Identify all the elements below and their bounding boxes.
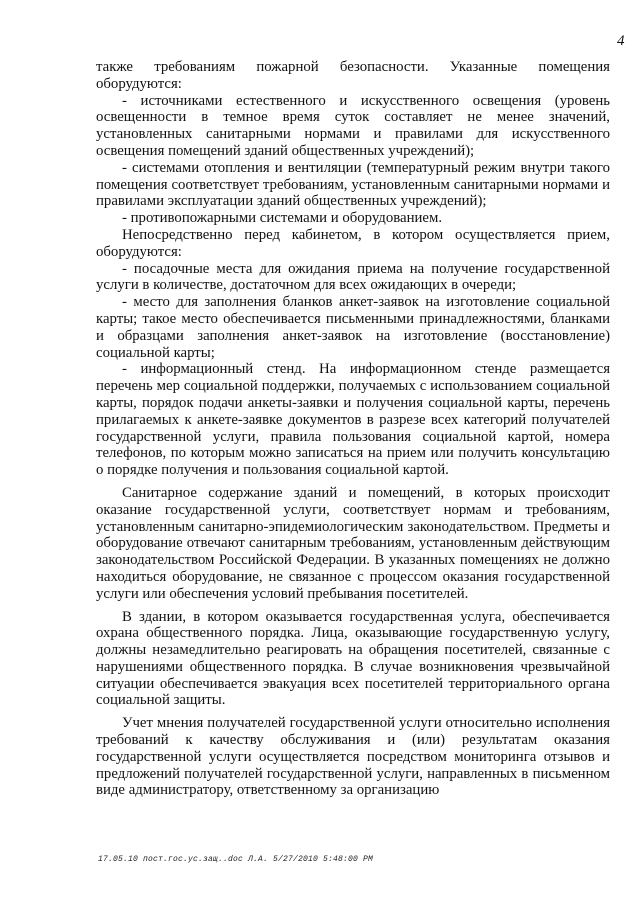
- paragraph-heating: - системами отопления и вентиляции (температурный режим внутри такого помещения соответствует требованиям, установленным санитарными нормами и правилами эксплуатации зданий общественных учреждений);: [96, 159, 610, 210]
- paragraph-seating: - посадочные места для ожидания приема на получение государственной услуги в количестве, достаточном для всех ожидающих в очереди;: [96, 260, 610, 294]
- paragraph-cabinet: Непосредственно перед кабинетом, в котором осуществляется прием, оборудуются:: [96, 226, 610, 260]
- document-footer: 17.05.10 пост.гос.ус.защ..doc Л.А. 5/27/2010 5:48:00 PM: [98, 855, 374, 864]
- paragraph-info-stand: - информационный стенд. На информационном стенде размещается перечень мер социальной поддержки, получаемых с использованием социальной карты, порядок подачи анкеты-заявки и получения социальной карты, перечень прилагаемых к анкете-заявке документов в разрезе всех категорий получателей государственной услуги, правила пользования социальной картой, номера телефонов, по которым можно записаться на прием или получить консультацию о порядке получения и пользования социальной картой.: [96, 361, 610, 479]
- paragraph-feedback: Учет мнения получателей государственной услуги относительно исполнения требований к качеству обслуживания и (или) результатам оказания государственной услуги осуществляется посредством мониторинга отзывов и предложений получателей государственной услуги, направленных в письменном виде администратору, ответственному за организацию: [96, 715, 610, 799]
- paragraph-lighting: - источниками естественного и искусственного освещения (уровень освещенности в темное время суток составляет не менее значений, установленных санитарными нормами и правилами для искусственного освещения помещений зданий общественных учреждений);: [96, 92, 610, 159]
- paragraph-fire-systems: - противопожарными системами и оборудованием.: [122, 210, 443, 227]
- paragraph-forms-place: - место для заполнения бланков анкет-заявок на изготовление социальной карты; такое место обеспечивается письменными принадлежностями, бланками и образцами заполнения анкет-заявок на изготовление (восстановление) социальной карты;: [96, 294, 610, 361]
- document-body: [96, 59, 610, 799]
- paragraph-public-order: В здании, в котором оказывается государственная услуга, обеспечивается охрана общественного порядка. Лица, оказывающие государственную услугу, должны незамедлительно реагировать на обращения посетителей, связанные с нарушениями общественного порядка. В случае возникновения чрезвычайной ситуации обеспечивается эвакуация всех посетителей территориального органа социальной защиты.: [96, 608, 610, 709]
- paragraph-sanitary: Санитарное содержание зданий и помещений, в которых происходит оказание государственной услуги, соответствует нормам и требованиям, установленным санитарно-эпидемиологическим законодательством. Предметы и оборудование отвечают санитарным требованиям, установленным действующим законодательством Российской Федерации. В указанных помещениях не должно находиться оборудование, не связанное с процессом оказания государственной услуги или обеспечения условий пребывания посетителей.: [96, 484, 610, 602]
- paragraph-intro: также требованиям пожарной безопасности. Указанные помещения оборудуются:: [96, 59, 610, 92]
- page-number: 4: [617, 33, 625, 49]
